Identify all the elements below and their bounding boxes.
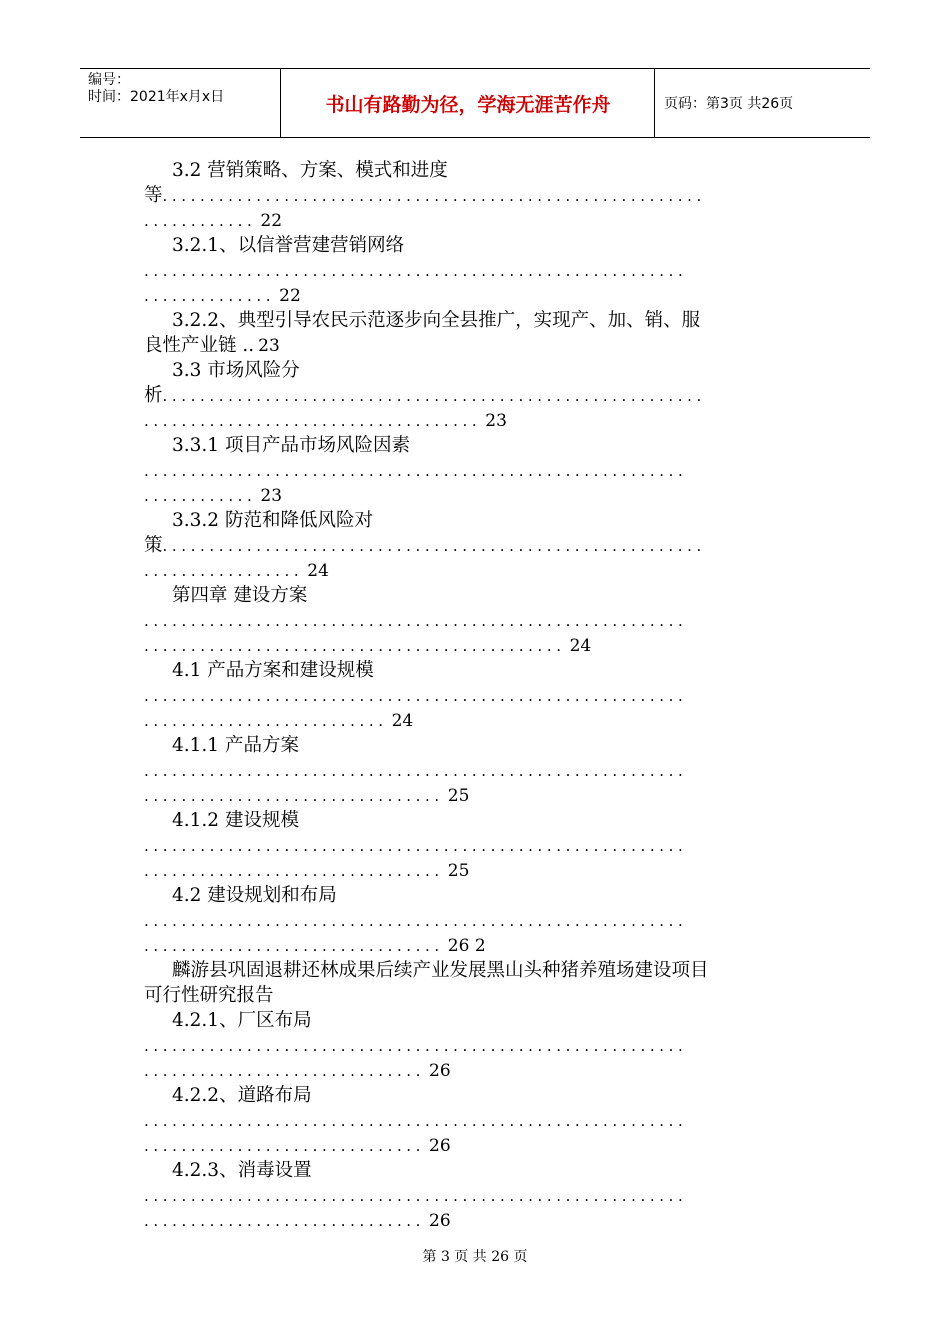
toc-leader-dots: ................. [144, 562, 304, 580]
toc-leader-dots: .......................................................... [144, 1037, 688, 1055]
toc-entry-pageline [144, 858, 804, 883]
toc-entry-pageline [144, 783, 804, 808]
toc-entry-title: 3.2.1、以信誉营建营销网络 [172, 235, 405, 256]
toc-entry-dotline [144, 608, 804, 633]
toc-leader-dots: .......................................................... [144, 762, 688, 780]
toc-entry [144, 233, 804, 308]
toc-page-number: 23 [260, 486, 283, 506]
toc-leader-dots: .......................................................... [162, 187, 706, 205]
toc-entry-dotline [144, 833, 804, 858]
toc-entry-dotline [144, 458, 804, 483]
toc-entry-title: 第四章 建设方案 [172, 585, 308, 606]
toc-entry-title: 麟游县巩固退耕还林成果后续产业发展黑山头种猪养殖场建设项目 [172, 960, 709, 981]
toc-leader-dots: .......................................................... [144, 687, 688, 705]
toc-leader-dots: .............. [144, 287, 276, 305]
toc-entry [144, 308, 804, 358]
toc-entry-dotline [144, 758, 804, 783]
toc-entry-pageline [144, 283, 804, 308]
toc-page-number: 25 [447, 861, 470, 881]
toc-entry-title: 3.2.2、典型引导农民示范逐步向全县推广，实现产、加、销、服 [172, 310, 701, 331]
header-motto: 书山有路勤为径，学海无涯苦作舟 [282, 69, 655, 137]
toc-entry-dotline [144, 183, 804, 208]
toc-entry-title: 4.2 建设规划和布局 [172, 885, 337, 906]
toc-leader-dots: ................................ [144, 937, 444, 955]
toc-entry-dotline [144, 908, 804, 933]
toc-entry-title: 4.1.1 产品方案 [172, 735, 299, 756]
toc-entry-title: 3.3 市场风险分 [172, 360, 300, 381]
toc-page-number: 26 [429, 1136, 451, 1156]
toc-entry [144, 958, 804, 1008]
toc-entry [144, 1158, 804, 1233]
toc-leader-dots: .............................. [144, 1137, 426, 1155]
toc-entry-title: 4.2.3、消毒设置 [172, 1160, 312, 1181]
toc-entry-title: 3.2 营销策略、方案、模式和进度 [172, 160, 448, 181]
toc-leader-dots: .......................................................... [144, 837, 688, 855]
toc-entry [144, 733, 804, 808]
toc-page-number: 22 [260, 211, 283, 231]
toc-entry-dotline [144, 383, 804, 408]
toc-leader-dots: ............ [144, 212, 257, 230]
time-label: 时间：2021年x月x日 [88, 89, 225, 105]
toc-page-number: 26 [429, 1061, 451, 1081]
toc-entry-title: 3.3.1 项目产品市场风险因素 [172, 435, 410, 456]
toc-entry-lead: 策 [144, 535, 163, 556]
toc-entry-pageline [144, 408, 804, 433]
toc-entry [144, 508, 804, 583]
toc-page-number: 26 2 [447, 936, 486, 956]
toc-entry-dotline [144, 333, 804, 358]
toc-page-number: 26 [429, 1211, 451, 1231]
toc-leader-dots: .......................................................... [144, 1112, 688, 1130]
toc-entry-pageline [144, 1058, 804, 1083]
header-meta-cell [80, 69, 281, 137]
toc-entry [144, 1008, 804, 1083]
toc-entry-pageline [144, 1133, 804, 1158]
toc-page-number: 24 [391, 711, 414, 731]
toc-entry-pageline [144, 633, 804, 658]
toc-entry-title: 4.2.1、厂区布局 [172, 1010, 312, 1031]
toc-leader-dots: .......................................................... [144, 612, 688, 630]
toc-entry-dotline [144, 1108, 804, 1133]
toc-entry [144, 433, 804, 508]
toc-page-number: 24 [307, 561, 329, 581]
toc-leader-dots: ............ [144, 487, 257, 505]
toc-entry-title: 4.1 产品方案和建设规模 [172, 660, 374, 681]
toc-entry-lead: 良性产业链 .. [144, 335, 255, 356]
toc-entry-title: 4.2.2、道路布局 [172, 1085, 312, 1106]
toc-leader-dots: .......................................................... [144, 262, 688, 280]
header-page-info: 页码：第3页 共26页 [664, 96, 794, 112]
toc-entry [144, 808, 804, 883]
toc-entry-pageline [144, 1208, 804, 1233]
toc-entry [144, 158, 804, 233]
toc-page-number: 25 [447, 786, 470, 806]
toc-leader-dots: .......................................................... [162, 537, 706, 555]
toc-entry-lead: 可行性研究报告 [144, 985, 274, 1006]
toc-leader-dots: .......................................................... [144, 462, 688, 480]
toc-leader-dots: .......................................................... [144, 1187, 688, 1205]
toc-entry-pageline [144, 933, 804, 958]
toc-leader-dots: .......................................................... [144, 912, 688, 930]
toc-leader-dots: .............................. [144, 1062, 426, 1080]
toc-leader-dots: ................................ [144, 787, 444, 805]
serial-label: 编号： [88, 72, 130, 88]
toc-page-number: 23 [258, 336, 280, 356]
page-footer: 第 3 页 共 26 页 [422, 1249, 528, 1265]
toc-page-number: 24 [569, 636, 592, 656]
toc-entry-dotline [144, 683, 804, 708]
toc-entry [144, 658, 804, 733]
toc-leader-dots: .......................................................... [162, 387, 706, 405]
toc-leader-dots: ............................................. [144, 637, 566, 655]
toc-entry-dotline [144, 533, 804, 558]
toc-entry [144, 1083, 804, 1158]
toc-entry-pageline [144, 708, 804, 733]
toc-entry-dotline [144, 258, 804, 283]
toc-entry-title: 4.1.2 建设规模 [172, 810, 299, 831]
toc-entry-title: 3.3.2 防范和降低风险对 [172, 510, 373, 531]
toc-entry-lead: 等 [144, 185, 163, 206]
toc-entry [144, 358, 804, 433]
toc-entry-dotline [144, 1033, 804, 1058]
toc-page-number: 23 [485, 411, 507, 431]
toc-entry-dotline [144, 983, 804, 1008]
table-of-contents [144, 158, 804, 1233]
toc-entry [144, 583, 804, 658]
toc-entry-pageline [144, 208, 804, 233]
toc-leader-dots: .............................. [144, 1212, 426, 1230]
toc-entry-dotline [144, 1183, 804, 1208]
toc-entry-lead: 析 [144, 385, 163, 406]
toc-entry-pageline [144, 483, 804, 508]
toc-page-number: 22 [279, 286, 301, 306]
toc-entry-pageline [144, 558, 804, 583]
toc-leader-dots: .................................... [144, 412, 482, 430]
toc-leader-dots: .......................... [144, 712, 388, 730]
document-header [80, 68, 870, 138]
toc-leader-dots: ................................ [144, 862, 444, 880]
toc-entry [144, 883, 804, 958]
